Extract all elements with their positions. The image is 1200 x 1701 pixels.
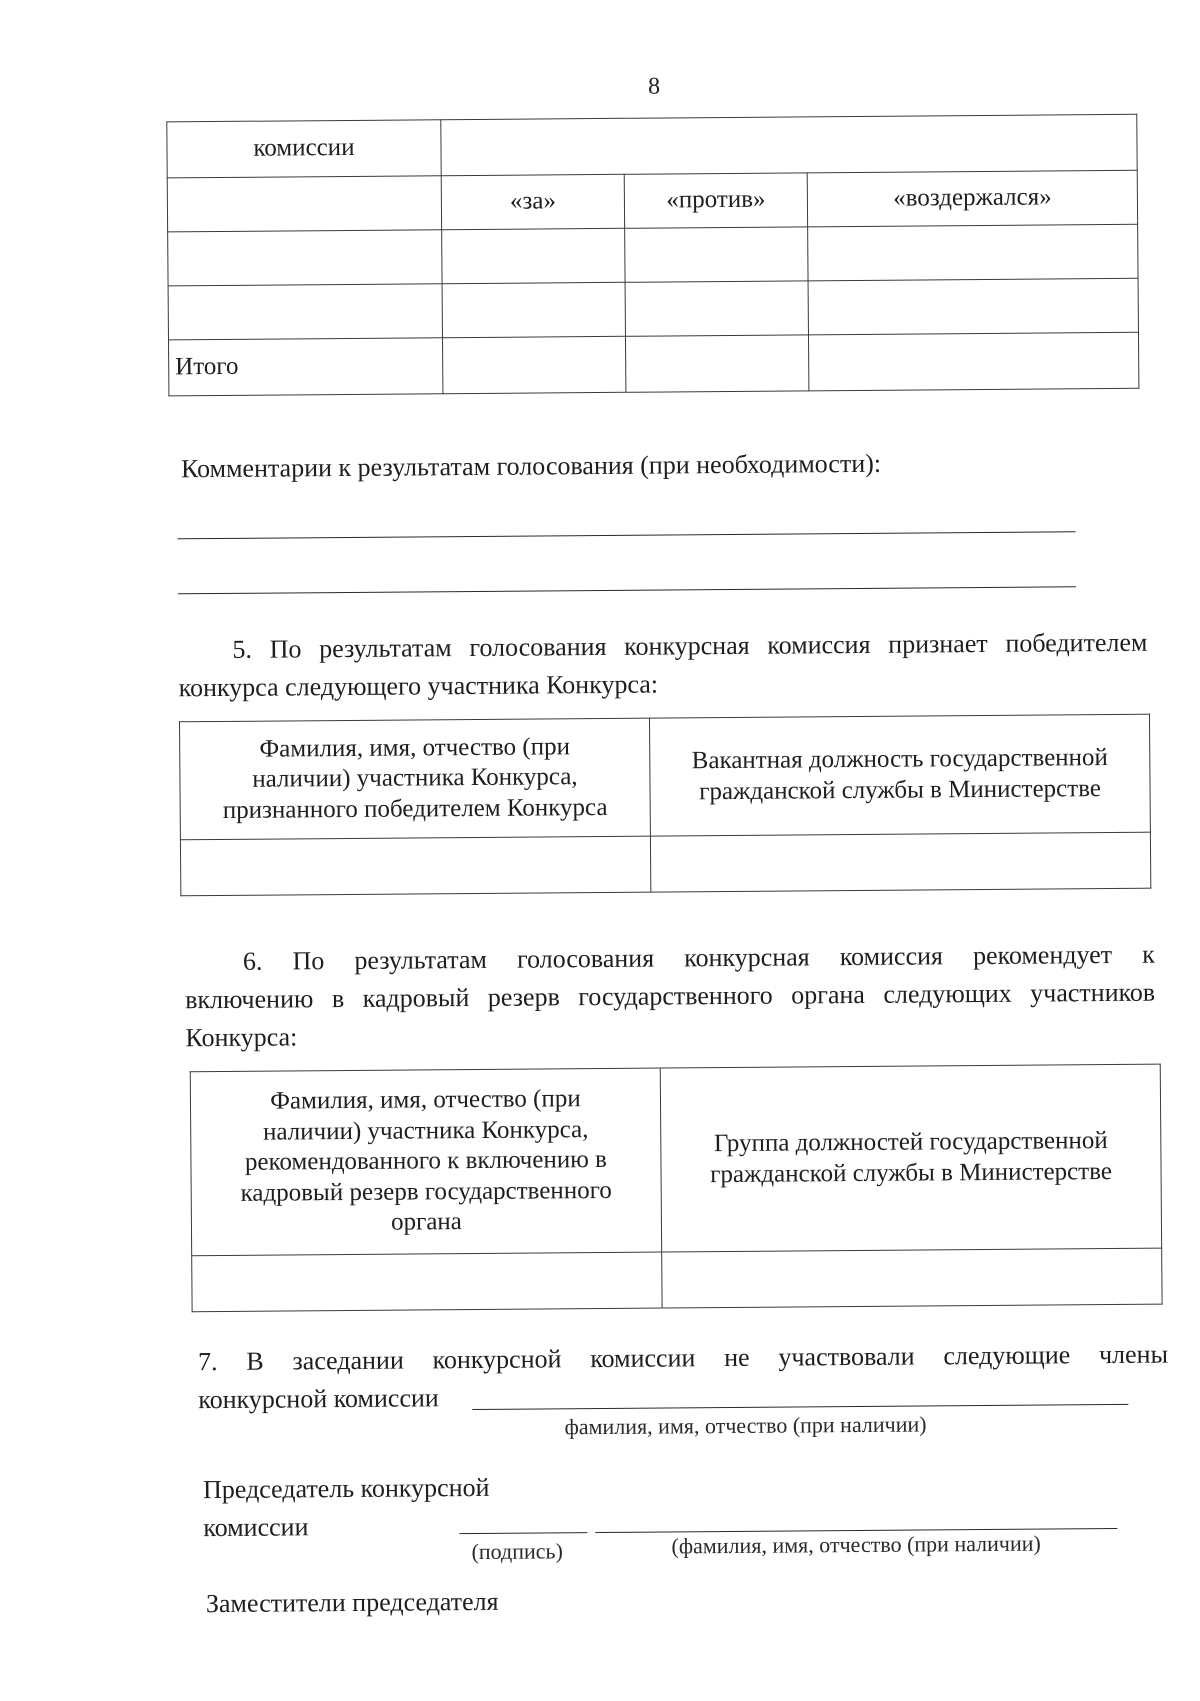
table-cell: [650, 832, 1150, 892]
header-line: Фамилия, имя, отчество (при: [270, 1085, 581, 1115]
header-line: гражданской службы в Министерстве: [710, 1157, 1113, 1188]
table-cell: [625, 281, 808, 336]
section-7-line-2: конкурсной комиссии: [198, 1383, 439, 1415]
signature-caption: (подпись): [471, 1538, 563, 1565]
section-7-line-1: 7. В заседании конкурсной комиссии не участвовали следующие члены: [197, 1339, 1169, 1377]
position-group-header: [660, 1064, 1161, 1252]
table-cell: [167, 176, 441, 232]
header-line: наличии) участника Конкурса,: [262, 1115, 589, 1146]
header-line: рекомендованного к включению в: [244, 1146, 608, 1177]
winner-name-header: [179, 718, 650, 840]
deputies-label: Заместители председателя: [205, 1586, 499, 1619]
name-caption: (фамилия, имя, отчество (при наличии): [671, 1530, 1041, 1559]
comment-line-2: [178, 586, 1076, 594]
table-cell: [192, 1252, 662, 1312]
table-cell: [168, 284, 442, 340]
table-row: [190, 1064, 1161, 1256]
reserve-table: [190, 1064, 1163, 1313]
table-cell: [625, 227, 808, 282]
table-cell: [441, 114, 1137, 175]
table-row: [167, 114, 1137, 178]
chair-signature-line: [459, 1532, 587, 1534]
vote-abstain-header: «воздержался»: [807, 170, 1137, 227]
table-cell: [625, 335, 808, 392]
comments-label: Комментарии к результатам голосования (при необходимости):: [180, 448, 882, 484]
header-line: Фамилия, имя, отчество (при: [259, 732, 571, 763]
table-cell: [808, 332, 1138, 391]
table-cell: [442, 228, 625, 283]
table-cell: [662, 1248, 1162, 1308]
section-5-line-2: конкурса следующего участника Конкурса:: [178, 669, 659, 703]
header-line: кадровый резерв государственного: [240, 1176, 612, 1207]
table-row: [168, 224, 1138, 286]
header-line: признанного победителем Конкурса: [222, 793, 608, 824]
voting-results-table: [166, 114, 1139, 397]
table-row: [167, 170, 1137, 232]
table-cell: [442, 336, 625, 393]
table-cell: [168, 230, 442, 286]
header-line: гражданской службы в Министерстве: [699, 774, 1101, 805]
reserve-name-header: [190, 1068, 661, 1256]
vacant-position-header: [649, 714, 1150, 836]
winner-table: [179, 714, 1151, 897]
header-line: наличии) участника Конкурса,: [252, 763, 578, 793]
table-row: [168, 332, 1138, 396]
header-line: Группа должностей государственной: [713, 1127, 1108, 1158]
table-cell: [808, 224, 1138, 281]
table-row: [168, 278, 1138, 340]
table-row: [192, 1248, 1162, 1312]
table-row: [180, 832, 1150, 896]
table-cell: [808, 278, 1138, 335]
section-6-line-2: включению в кадровый резерв государственного органа следующих участников: [185, 977, 1156, 1015]
chair-label-line-1: Председатель конкурсной: [202, 1472, 490, 1505]
vote-against-header: «против»: [624, 173, 807, 228]
table-row: [179, 714, 1150, 840]
absent-members-caption: фамилия, имя, отчество (при наличии): [564, 1411, 927, 1440]
comment-line-1: [178, 531, 1076, 539]
section-5-line-1: 5. По результатам голосования конкурсная комиссия признает победителем: [232, 627, 1148, 664]
table-cell: [442, 282, 625, 337]
section-6-line-1: 6. По результатам голосования конкурсная комиссия рекомендует к: [242, 939, 1155, 976]
absent-members-line: [472, 1404, 1128, 1410]
section-6-line-3: Конкурса:: [185, 1022, 298, 1053]
header-line: органа: [390, 1208, 462, 1236]
header-line: Вакантная должность государственной: [691, 744, 1108, 775]
table-cell: [180, 836, 650, 896]
commission-header-cell: комиссии: [167, 120, 441, 178]
total-row-label: Итого: [168, 338, 442, 396]
page-number: 8: [647, 73, 661, 100]
vote-for-header: «за»: [441, 174, 624, 229]
chair-label-line-2: комиссии: [203, 1512, 309, 1543]
